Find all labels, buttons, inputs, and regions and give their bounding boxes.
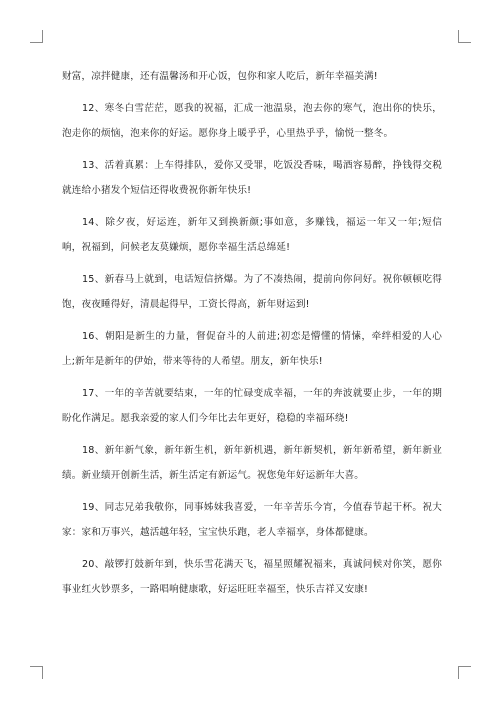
paragraph-19: 19、同志兄弟我敬你，同事姊妹我喜爱，一年辛苦乐今宵，今值春节起干杯。祝大家：家和万事兴，越活越年轻，宝宝快乐跑，老人幸福享，身体都健康。 — [62, 501, 442, 538]
paragraph-16: 16、朝阳是新生的力量，督促奋斗的人前进;初恋是懵懂的情愫，牵绊相爱的人心上;新年是新年的伊始，带来等待的人希望。朋友，新年快乐! — [62, 330, 442, 367]
crop-mark-top-left — [30, 30, 43, 43]
paragraph-17: 17、一年的辛苦就要结束，一年的忙碌变成幸福，一年的奔波就要止步，一年的期盼化作满足。愿我亲爱的家人们今年比去年更好，稳稳的幸福环绕! — [62, 387, 442, 424]
paragraph-15: 15、新春马上就到，电话短信挤爆。为了不凑热闹，提前向你问好。祝你顿顿吃得饱，夜夜睡得好，清晨起得早，工资长得高，新年财运到! — [62, 273, 442, 310]
crop-mark-bottom-left — [30, 666, 43, 679]
crop-mark-top-right — [458, 30, 471, 43]
crop-mark-bottom-right — [458, 666, 471, 679]
paragraph-18: 18、新年新气象，新年新生机，新年新机遇，新年新契机，新年新希望，新年新业绩。新业绩开创新生活，新生活定有新运气。祝您兔年好运新年大喜。 — [62, 444, 442, 481]
paragraph-12: 12、寒冬白雪茫茫，愿我的祝福，汇成一池温泉，泡去你的寒气，泡出你的快乐，泡走你的烦恼，泡来你的好运。愿你身上暖乎乎，心里热乎乎，愉悦一整冬。 — [62, 102, 442, 139]
paragraph-20: 20、敲锣打鼓新年到，快乐雪花满天飞，福星照耀祝福来，真诚问候对你笑，愿你事业红火钞票多，一路唱响健康歌，好运旺旺幸福至，快乐吉祥又安康! — [62, 558, 442, 595]
paragraph-14: 14、除夕夜，好运连，新年又到换新颜;事如意，多赚钱，福运一年又一年;短信响，祝福到，问候老友莫嫌烦，愿你幸福生活总绵延! — [62, 216, 442, 253]
paragraph-13: 13、活着真累：上车得排队，爱你又受罪，吃饭没香味，喝酒容易醉，挣钱得交税就连给小猪发个短信还得收费祝你新年快乐! — [62, 159, 442, 196]
paragraph-continued: 财富，凉拌健康，还有温馨汤和开心饭，包你和家人吃后，新年幸福美满! — [62, 71, 378, 82]
document-body — [62, 64, 442, 609]
